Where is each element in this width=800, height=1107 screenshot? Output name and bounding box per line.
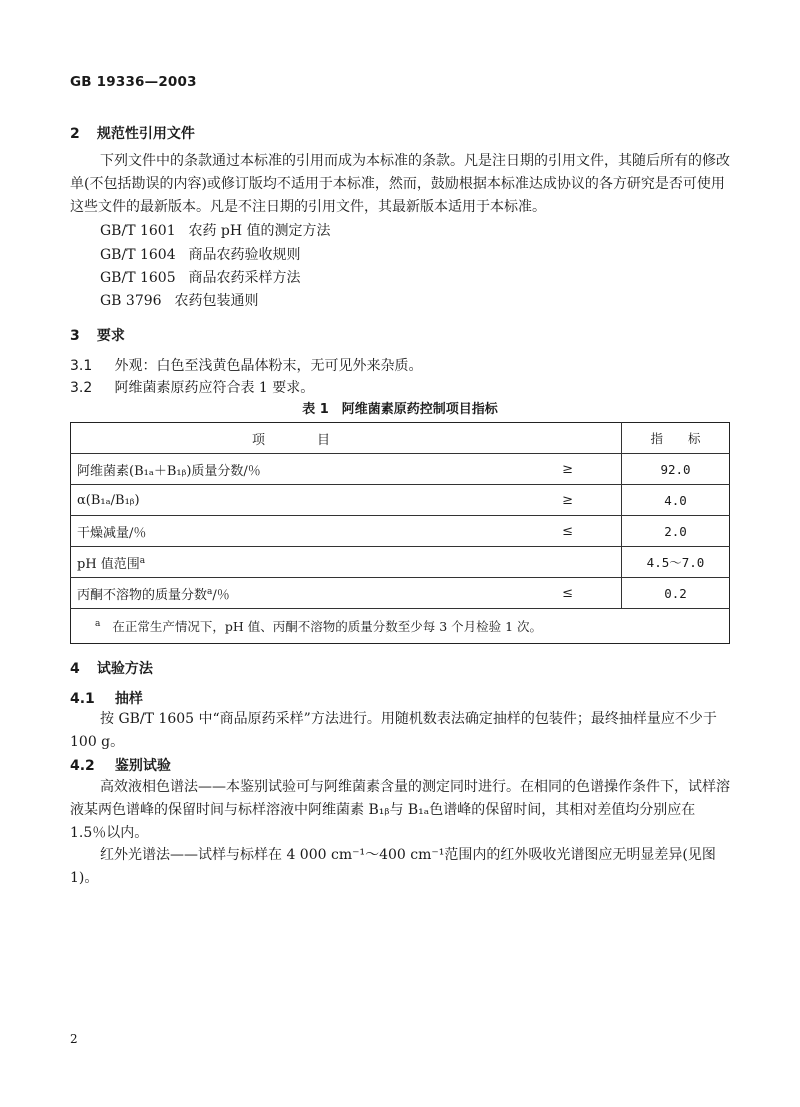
clause-number: 3.2 (70, 380, 93, 396)
clause-3-2 (70, 377, 314, 397)
row-item (71, 578, 458, 609)
clause-3-1 (70, 355, 422, 375)
reference-title: 商品农药验收规则 (188, 247, 301, 263)
reference-item (100, 267, 300, 287)
clause-number: 3.1 (70, 358, 93, 374)
footnote-mark: a (207, 586, 213, 597)
table-note (71, 609, 730, 644)
standard-code: GB 19336—2003 (70, 74, 197, 90)
reference-item (100, 244, 300, 264)
section-title: 要求 (96, 328, 125, 344)
row-item (71, 547, 458, 578)
clause-text: 外观：白色至浅黄色晶体粉末，无可见外来杂质。 (114, 358, 423, 374)
reference-code: GB 3796 (100, 293, 162, 309)
table-1-title: 表 1 阿维菌素原药控制项目指标 (302, 402, 498, 417)
row-comparator: ≤ (457, 578, 622, 609)
table-note-text: 在正常生产情况下，pH 值、丙酮不溶物的质量分数至少每 3 个月检验 1 次。 (112, 619, 543, 634)
header-value: 指 标 (622, 423, 730, 454)
clause-title: 鉴别试验 (114, 758, 171, 774)
row-item-suffix: /％ (212, 587, 230, 603)
row-value: 92.0 (622, 454, 730, 485)
table-row (71, 547, 730, 578)
row-value: 4.0 (622, 485, 730, 516)
header-cmp (457, 423, 622, 454)
section-number: 2 (70, 126, 80, 142)
reference-title: 商品农药采样方法 (188, 270, 301, 286)
reference-code: GB/T 1604 (100, 247, 176, 263)
clause-4-2-heading (70, 755, 171, 775)
row-comparator: ≥ (457, 454, 622, 485)
row-comparator (457, 547, 622, 578)
clause-4-2-paragraph-ir: 红外光谱法——试样与标样在 4 000 cm⁻¹～400 cm⁻¹范围内的红外吸收光谱图应无明显差异(见图 1)。 (70, 847, 716, 886)
row-value: 4.5～7.0 (622, 547, 730, 578)
clause-4-1-heading (70, 688, 143, 708)
section-3-heading (70, 325, 125, 345)
table-row (71, 578, 730, 609)
table-row (71, 485, 730, 516)
footnote-mark: a (139, 555, 146, 566)
row-item-text: pH 值范围 (77, 556, 140, 572)
reference-item (100, 220, 331, 240)
reference-code: GB/T 1601 (100, 223, 176, 239)
row-item: α(B₁ₐ/B₁ᵦ) (71, 485, 458, 516)
row-comparator: ≤ (457, 516, 622, 547)
table-1 (70, 422, 730, 644)
reference-item (100, 290, 258, 310)
clause-4-1-text: 按 GB/T 1605 中“商品原药采样”方法进行。用随机数表法确定抽样的包装件；最终抽样量应不少于 100 g。 (70, 711, 717, 750)
table-note-row (71, 609, 730, 644)
section-number: 3 (70, 328, 80, 344)
row-item: 阿维菌素(B₁ₐ＋B₁ᵦ)质量分数/％ (71, 454, 458, 485)
clause-4-2-paragraph-hplc: 高效液相色谱法——本鉴别试验可与阿维菌素含量的测定同时进行。在相同的色谱操作条件下，试样溶液某两色谱峰的保留时间与标样溶液中阿维菌素 B₁ᵦ与 B₁ₐ色谱峰的保留时间，其相对差值均分别应在 1.5％以内。 (70, 779, 730, 841)
row-comparator: ≥ (457, 485, 622, 516)
header-item: 项 目 (71, 423, 458, 454)
row-value: 2.0 (622, 516, 730, 547)
page-number: 2 (70, 1032, 78, 1046)
section-2-heading (70, 123, 195, 143)
reference-code: GB/T 1605 (100, 270, 176, 286)
clause-number: 4.2 (70, 758, 95, 774)
clause-text: 阿维菌素原药应符合表 1 要求。 (114, 380, 315, 396)
section-number: 4 (70, 661, 80, 677)
section-title: 规范性引用文件 (96, 126, 195, 142)
reference-title: 农药 pH 值的测定方法 (188, 223, 331, 239)
table-row (71, 454, 730, 485)
row-item: 干燥减量/％ (71, 516, 458, 547)
clause-number: 4.1 (70, 691, 95, 707)
row-item-text: 丙酮不溶物的质量分数 (77, 587, 208, 603)
table-header-row (71, 423, 730, 454)
section-4-heading (70, 658, 153, 678)
section-2-paragraph: 下列文件中的条款通过本标准的引用而成为本标准的条款。凡是注日期的引用文件，其随后所有的修改单(不包括勘误的内容)或修订版均不适用于本标准，然而，鼓励根据本标准达成协议的各方研究是否可使用这些文件的最新版本。凡是不注日期的引用文件，其最新版本适用于本标准。 (70, 153, 730, 215)
row-value: 0.2 (622, 578, 730, 609)
reference-title: 农药包装通则 (174, 293, 259, 309)
section-title: 试验方法 (96, 661, 153, 677)
table-row (71, 516, 730, 547)
footnote-mark: a (95, 619, 101, 629)
clause-title: 抽样 (114, 691, 143, 707)
